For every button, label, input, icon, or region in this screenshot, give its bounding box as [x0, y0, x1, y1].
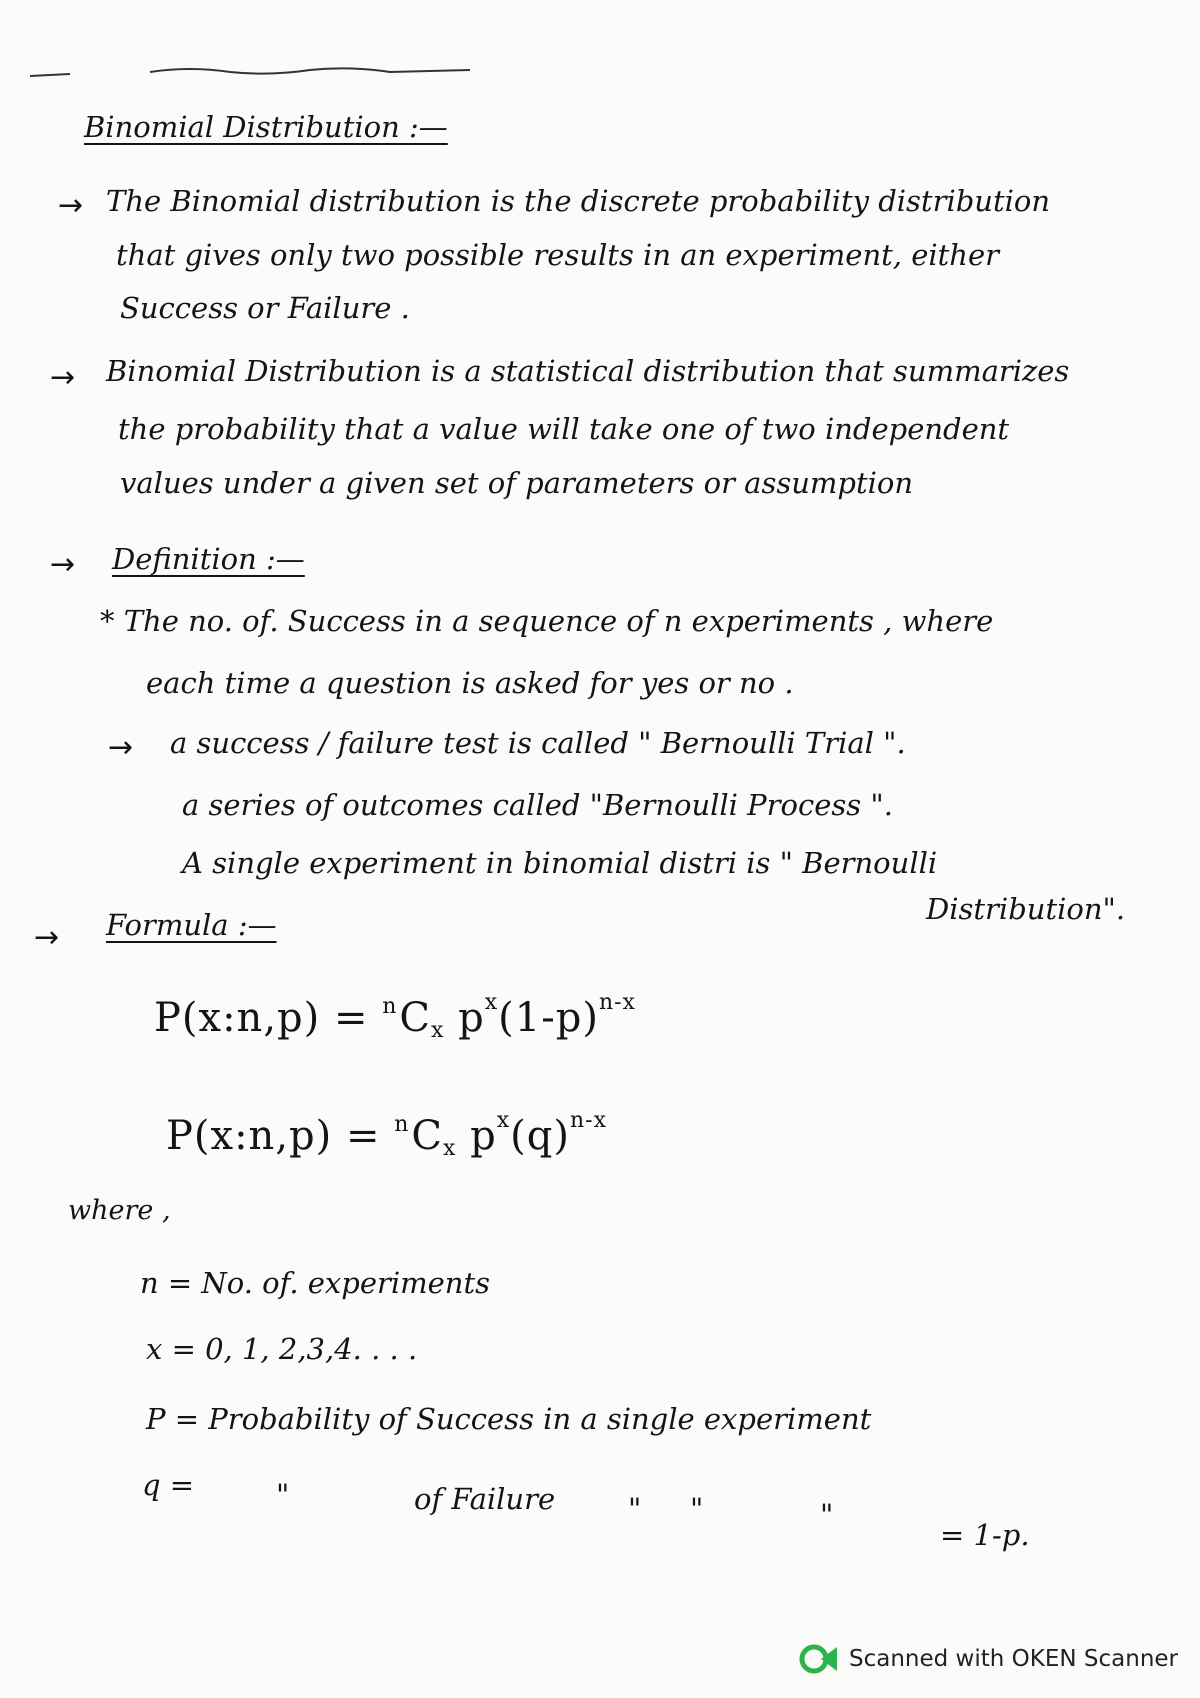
bullet1-line3: Success or Failure . — [120, 291, 410, 325]
definition-sub3-cont: Distribution". — [926, 892, 1126, 926]
formula-1-c: C — [399, 995, 431, 1041]
heading: Binomial Distribution :— — [84, 110, 448, 144]
where-label: where , — [68, 1195, 171, 1226]
scanner-text: Scanned with OKEN Scanner — [849, 1646, 1178, 1672]
formula-1-tail: (1-p) — [498, 995, 599, 1041]
top-edge-scribble — [30, 64, 470, 78]
definition-line1: * The no. of. Success in a sequence of n experiments , where — [100, 604, 994, 638]
formula-2 — [166, 1108, 607, 1161]
definition-sub2: a series of outcomes called "Bernoulli Process ". — [182, 788, 893, 822]
formula-1-exp: n-x — [598, 990, 636, 1015]
definition-label: Definition :— — [112, 542, 305, 576]
where-q-a: q = — [142, 1468, 195, 1502]
arrow-icon: → — [58, 188, 84, 223]
where-q-b: of Failure — [414, 1482, 556, 1516]
where-q-ditto: " — [628, 1492, 642, 1526]
where-q-eq: = 1-p. — [940, 1518, 1030, 1552]
formula-1-lhs: P(x:n,p) = — [154, 995, 369, 1041]
definition-line2: each time a question is asked for yes or no . — [146, 666, 794, 700]
formula-1 — [154, 990, 636, 1043]
oken-logo-icon — [799, 1644, 839, 1674]
where-x: x = 0, 1, 2,3,4. . . . — [146, 1332, 418, 1366]
definition-sub1: a success / failure test is called " Bernoulli Trial ". — [170, 726, 906, 760]
formula-2-lhs: P(x:n,p) = — [166, 1113, 381, 1159]
arrow-icon: → — [50, 547, 76, 582]
formula-1-n: n — [382, 994, 398, 1019]
formula-2-tail: (q) — [510, 1113, 570, 1159]
where-q-ditto: " — [690, 1492, 704, 1526]
bullet2-line3: values under a given set of parameters or assumption — [120, 466, 914, 500]
formula-1-p: p — [458, 995, 485, 1041]
formula-2-n: n — [394, 1112, 410, 1137]
formula-2-c: C — [411, 1113, 443, 1159]
formula-1-x: x — [430, 1018, 445, 1043]
arrow-icon: → — [108, 730, 134, 765]
bullet1-line2: that gives only two possible results in an experiment, either — [116, 238, 999, 272]
formula-2-x: x — [442, 1136, 457, 1161]
definition-sub3: A single experiment in binomial distri is " Bernoulli — [182, 846, 938, 880]
where-n: n = No. of. experiments — [140, 1266, 491, 1300]
scanner-watermark — [799, 1644, 1178, 1674]
formula-2-p: p — [470, 1113, 497, 1159]
where-q-ditto: " — [820, 1498, 834, 1532]
formula-2-exp: n-x — [569, 1108, 607, 1133]
arrow-icon: → — [50, 360, 76, 395]
where-q-ditto: " — [276, 1478, 290, 1512]
formula-1-p-exp: x — [484, 990, 499, 1015]
where-p: P = Probability of Success in a single experiment — [146, 1402, 872, 1436]
bullet2-line1: Binomial Distribution is a statistical distribution that summarizes — [106, 354, 1070, 388]
bullet1-line1: The Binomial distribution is the discrete probability distribution — [106, 184, 1051, 218]
formula-label: Formula :— — [106, 908, 277, 942]
arrow-icon: → — [34, 920, 60, 955]
bullet2-line2: the probability that a value will take one of two independent — [118, 412, 1010, 446]
formula-2-p-exp: x — [496, 1108, 511, 1133]
